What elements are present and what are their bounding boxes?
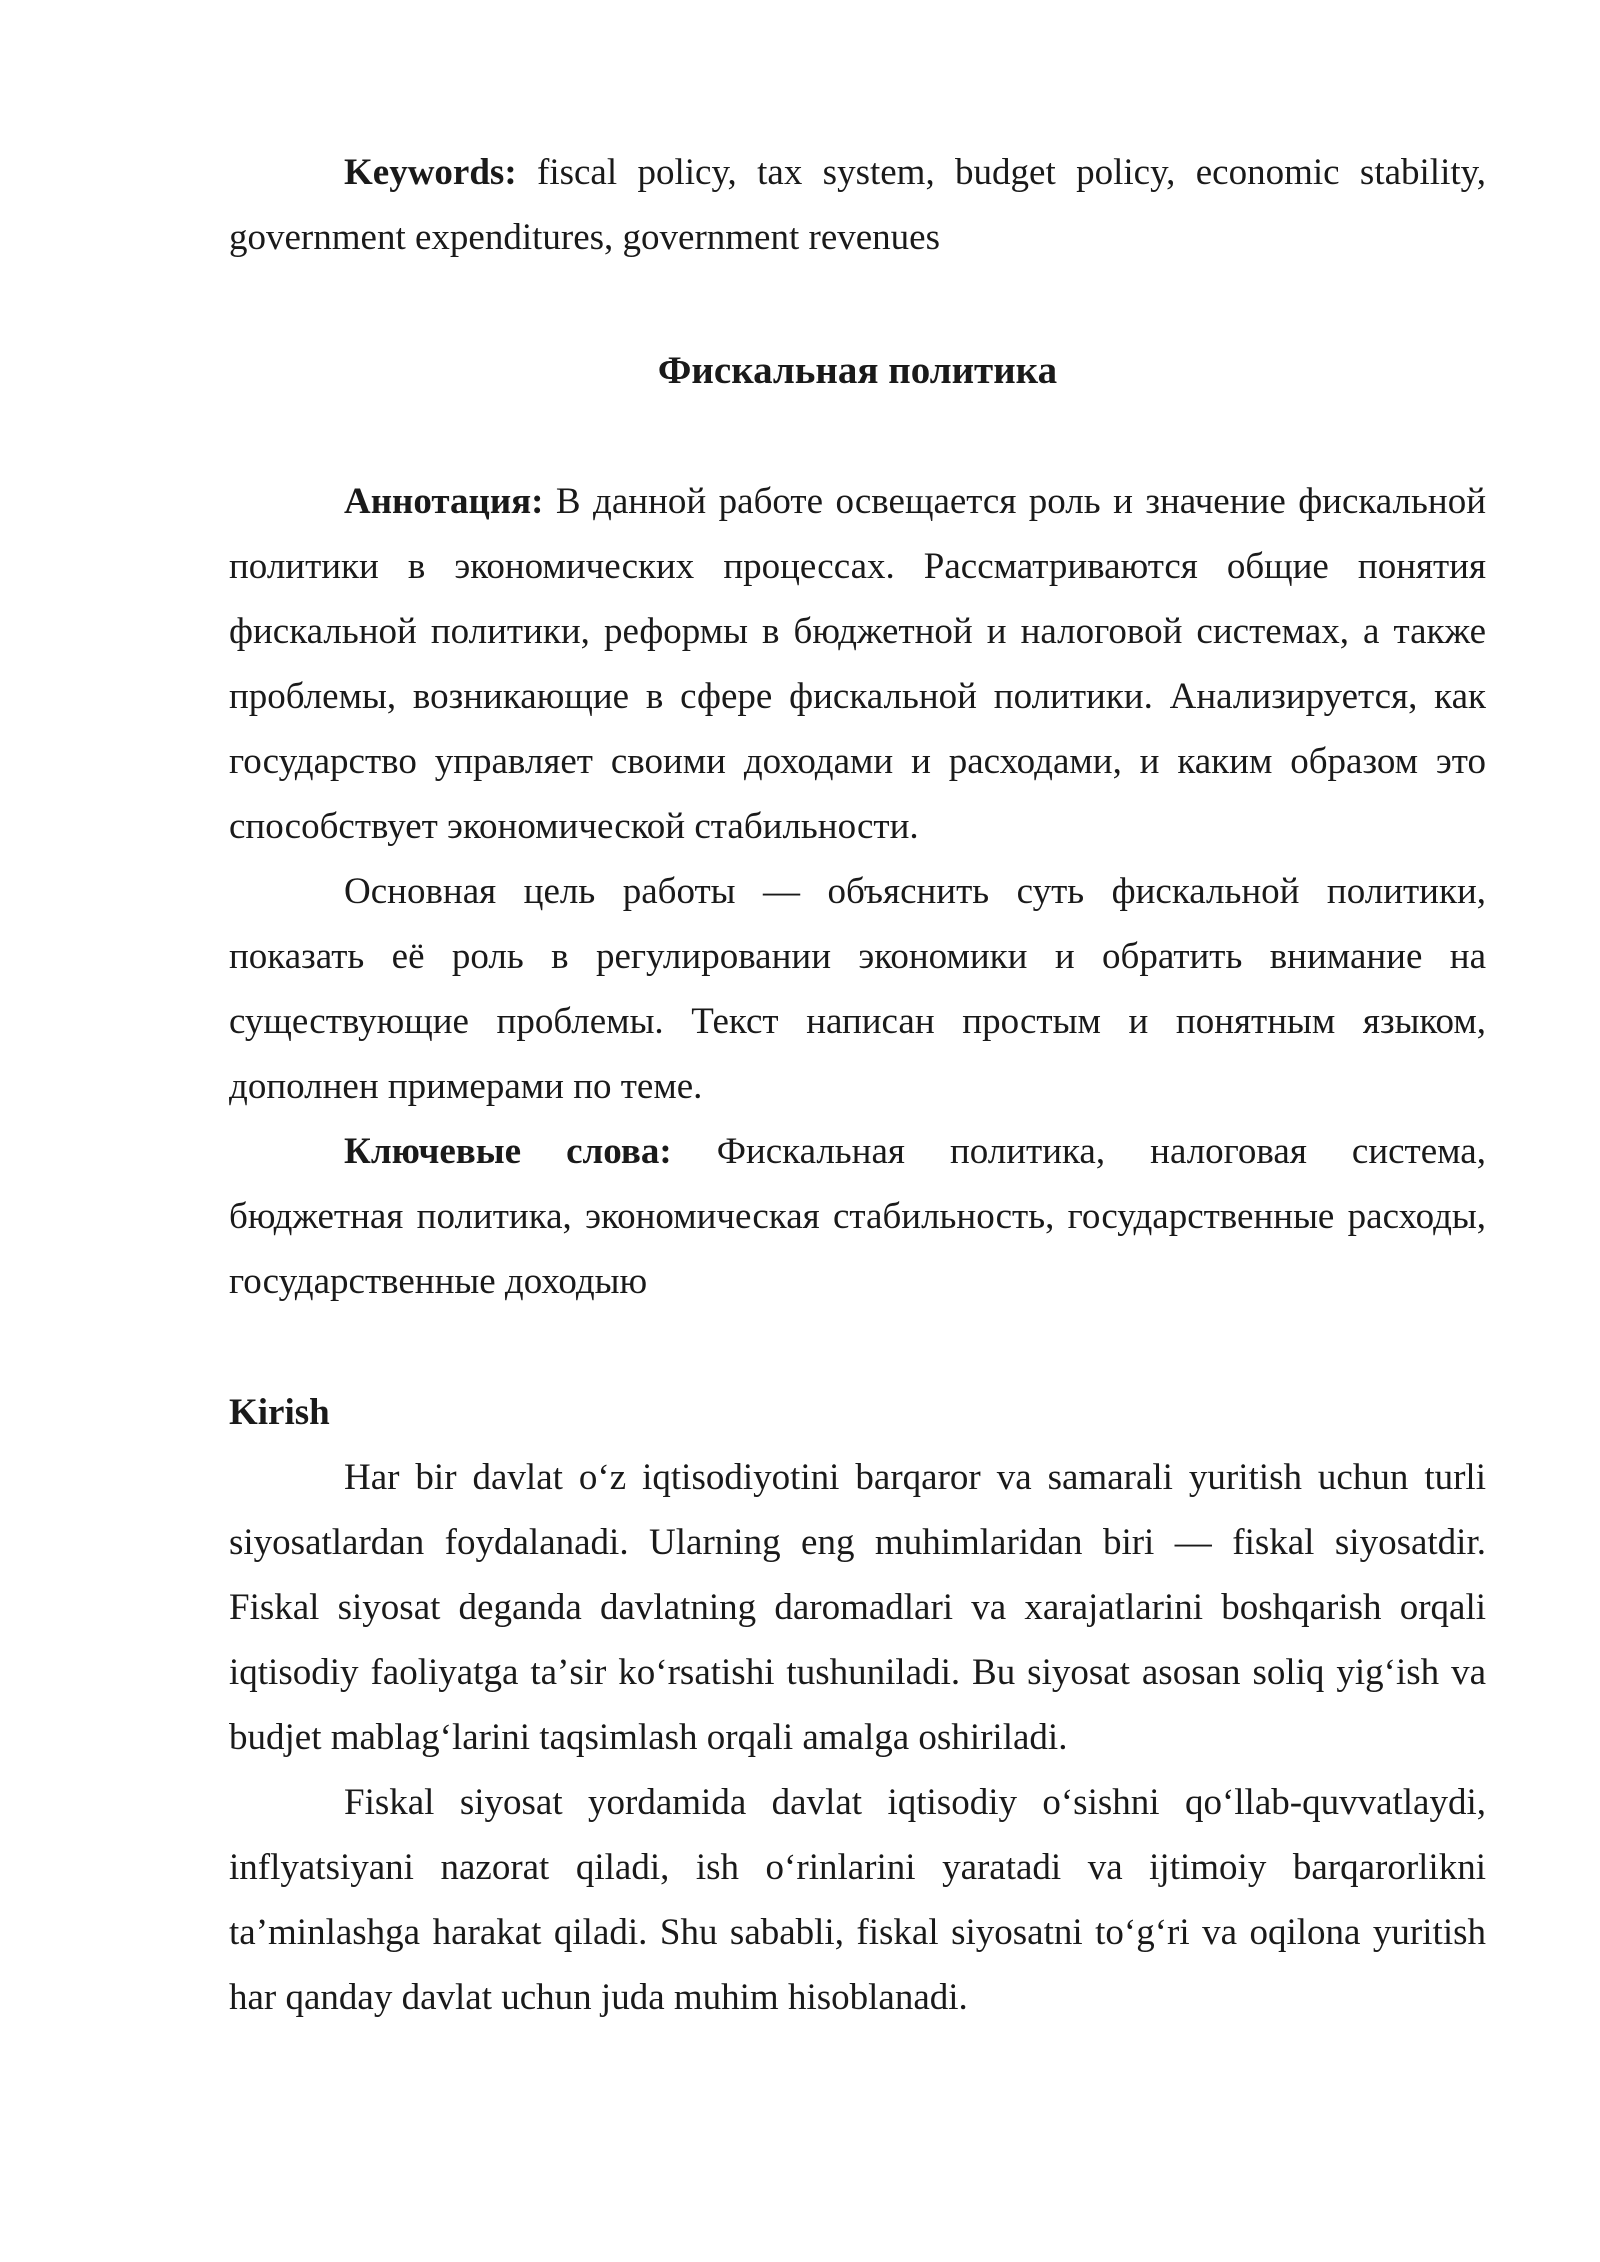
page-content (229, 140, 1486, 2030)
keywords-en-text: fiscal policy, tax system, budget policy, economic stability, government expenditures, government revenues (229, 152, 1486, 258)
annotation-label: Аннотация: (344, 481, 544, 522)
annotation-paragraph-2: Основная цель работы — объяснить суть фискальной политики, показать её роль в регулировании экономики и обратить внимание на существующие проблемы. Текст написан простым и понятным языком, дополнен примерами по теме. (229, 871, 1486, 1107)
keywords-en-paragraph (229, 140, 1486, 270)
annotation-text: В данной работе освещается роль и значение фискальной политики в экономических процессах. Рассматриваются общие понятия фискальной политики, реформы в бюджетной и налоговой системах, а также проблемы, возникающие в сфере фискальной политики. Анализируется, как государство управляет своими доходами и расходами, и каким образом это способствует экономической стабильности. (229, 481, 1486, 847)
section-title: Фискальная политика (657, 349, 1058, 392)
keywords-ru-text: Фискальная политика, налоговая система, бюджетная политика, экономическая стабильность, государственные расходы, государственные доходыю (229, 1131, 1486, 1302)
keywords-ru-paragraph (229, 1119, 1486, 1314)
keywords-ru-label: Ключевые слова: (344, 1131, 672, 1172)
intro-paragraph: Har bir davlat oʻz iqtisodiyotini barqaror va samarali yuritish uchun turli siyosatlardan foydalanadi. Ularning eng muhimlaridan biri — fiskal siyosatdir. Fiskal siyosat deganda davlatning daromadlari va xarajatlarini boshqarish orqali iqtisodiy faoliyatga taʼsir koʻrsatishi tushuniladi. Bu siyosat asosan soliq yigʻish va budjet mablagʻlarini taqsimlash orqali amalga oshiriladi. (229, 1457, 1486, 1758)
intro-paragraph: Fiskal siyosat yordamida davlat iqtisodiy oʻsishni qoʻllab-quvvatlaydi, inflyatsiyani nazorat qiladi, ish oʻrinlarini yaratadi va ijtimoiy barqarorlikni taʼminlashga harakat qiladi. Shu sababli, fiskal siyosatni toʻgʻri va oqilona yuritish har qanday davlat uchun juda muhim hisoblanadi. (229, 1782, 1486, 2018)
keywords-en-label: Keywords: (344, 152, 517, 193)
annotation-paragraph (229, 469, 1486, 859)
intro-heading: Kirish (229, 1392, 330, 1433)
